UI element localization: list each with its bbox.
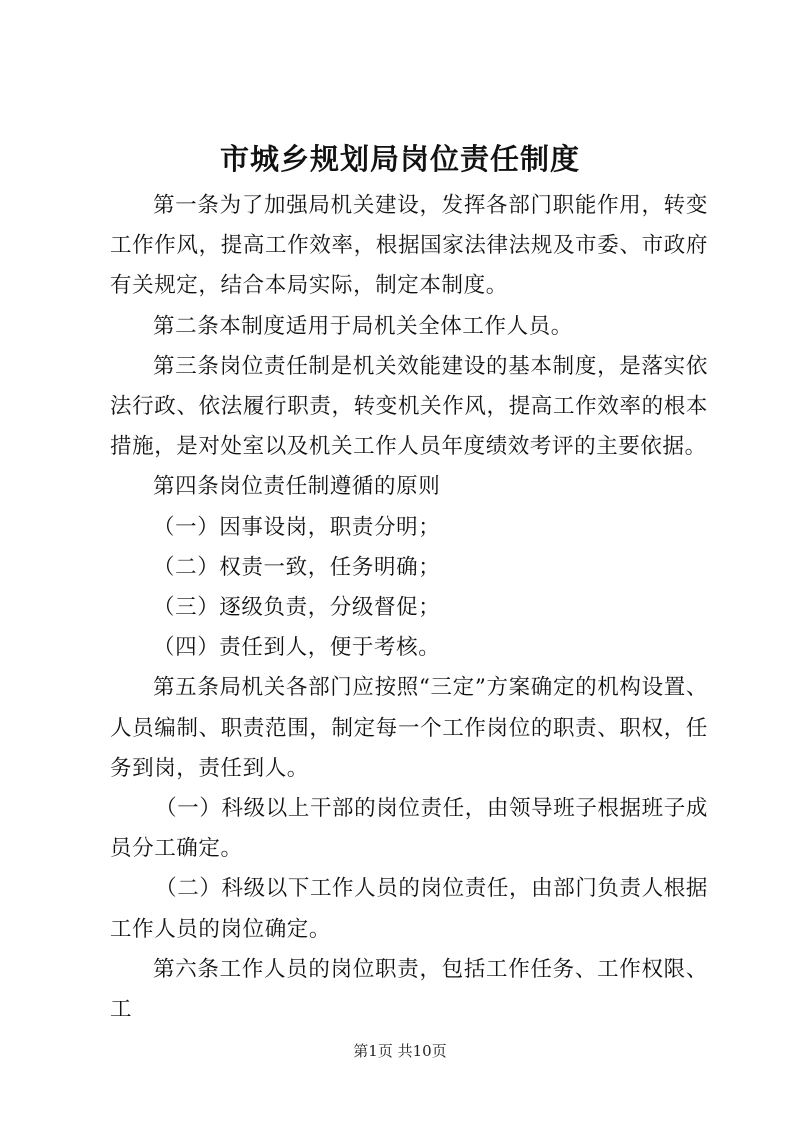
paragraph-article-5: 第五条局机关各部门应按照“三定”方案确定的机构设置、人员编制、职责范围，制定每一个工作岗位的职责、职权，任务到岗，责任到人。	[110, 675, 708, 781]
page-footer: 第1页 共10页	[353, 1042, 447, 1060]
article-5-item-1: （一）科级以上干部的岗位责任，由领导班子根据班子成员分工确定。	[110, 796, 708, 862]
principle-item-4: （四）责任到人，便于考核。	[153, 635, 441, 661]
principle-item-3: （三）逐级负责，分级督促；	[153, 595, 441, 621]
paragraph-article-1: 第一条为了加强局机关建设，发挥各部门职能作用，转变工作作风，提高工作效率，根据国家法律法规及市委、市政府有关规定，结合本局实际，制定本制度。	[110, 193, 708, 299]
principle-item-2: （二）权责一致，任务明确；	[153, 554, 441, 580]
paragraph-article-3: 第三条岗位责任制是机关效能建设的基本制度，是落实依法行政、依法履行职责，转变机关作风，提高工作效率的根本措施，是对处室以及机关工作人员年度绩效考评的主要依据。	[110, 353, 708, 460]
document-title: 市城乡规划局岗位责任制度	[219, 142, 580, 176]
paragraph-article-6: 第六条工作人员的岗位职责，包括工作任务、工作权限、工	[110, 956, 708, 1023]
principle-item-1: （一）因事设岗，职责分明；	[153, 514, 441, 540]
paragraph-article-4: 第四条岗位责任制遵循的原则	[153, 474, 441, 500]
article-5-item-2: （二）科级以下工作人员的岗位责任，由部门负责人根据工作人员的岗位确定。	[110, 876, 708, 942]
paragraph-article-2: 第二条本制度适用于局机关全体工作人员。	[153, 313, 573, 339]
document-body	[110, 186, 708, 1030]
